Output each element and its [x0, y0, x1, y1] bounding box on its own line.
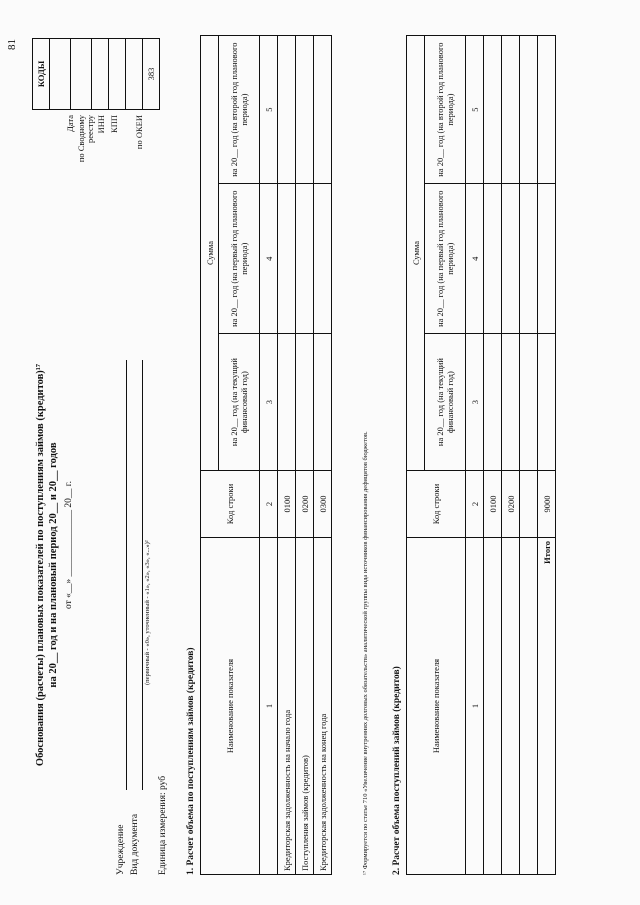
- section1-title: 1. Расчет объема по поступлениям займов (кредитов): [186, 647, 196, 875]
- table-row: 0100: [484, 36, 502, 875]
- codes-table: КОДЫ 383: [32, 38, 160, 110]
- col-name-header: Наименование показателя: [201, 538, 260, 875]
- table-row: Кредиторская задолженность на начало года 0100: [278, 36, 296, 875]
- institution-line: [126, 360, 127, 790]
- codes-labels: Дата по Сводному реестру ИНН КПП по ОКЕИ: [65, 115, 144, 163]
- col-current-year: на 20__ год (на текущий финансовый год): [219, 334, 260, 471]
- table-row: 0200: [502, 36, 520, 875]
- doc-type-label: Вид документа: [130, 813, 140, 875]
- total-row: Итого 9000: [538, 36, 556, 875]
- table-row: [520, 36, 538, 875]
- unit-value: руб: [158, 775, 168, 790]
- table-row: Кредиторская задолженность на конец года 0300: [314, 36, 332, 875]
- institution-label: Учреждение: [116, 824, 126, 875]
- document-title: Обоснования (расчеты) плановых показателей по поступлениям займов (кредитов)¹⁷ на 20__ год и на плановый период 20__ и 20__ годов: [35, 363, 59, 767]
- col-code-header: Код строки: [201, 471, 260, 538]
- section2-title: 2. Расчет объема поступлений займов (кредитов): [392, 666, 402, 875]
- doc-type-line: [142, 360, 143, 790]
- col-first-year: на 20__ год (на первый год планового периода): [219, 184, 260, 334]
- page-number: 81: [6, 39, 18, 50]
- section2-table: Наименование показателя Код строки Сумма на 20__ год (на текущий финансовый год) на 20__ год (на первый год планового периода) на 20__ год (на второй год планового периода) 1 2 3 4 5 0100 0200 Итого 9000: [406, 35, 556, 875]
- footnote: ¹⁷ Формируется по статье 710 «Увеличение внутренних долговых обязательств» аналитической группы вида источников финансирования дефицитов бюджетов.: [362, 431, 369, 875]
- unit-label: Единица измерения:: [158, 792, 168, 875]
- table-row: Поступления займов (кредитов) 0200: [296, 36, 314, 875]
- col-sum-header: Сумма: [201, 36, 219, 471]
- rotated-content: [6, 25, 620, 885]
- doc-type-note: (первичный - «0», уточненный - «1», «2», «3», «...»)²: [144, 540, 151, 685]
- date-line: от «__» ______________ 20__ г.: [64, 481, 74, 609]
- col-second-year: на 20__ год (на второй год планового периода): [219, 36, 260, 184]
- section1-table: Наименование показателя Код строки Сумма на 20__ год (на текущий финансовый год) на 20__ год (на первый год планового периода) на 20__ год (на второй год планового периода) 1 2 3 4 5 Кредиторская задолженность на начало года 0100 Поступления займов (кредитов) 0200 Кредиторская задолженность на конец года 0300: [200, 35, 332, 875]
